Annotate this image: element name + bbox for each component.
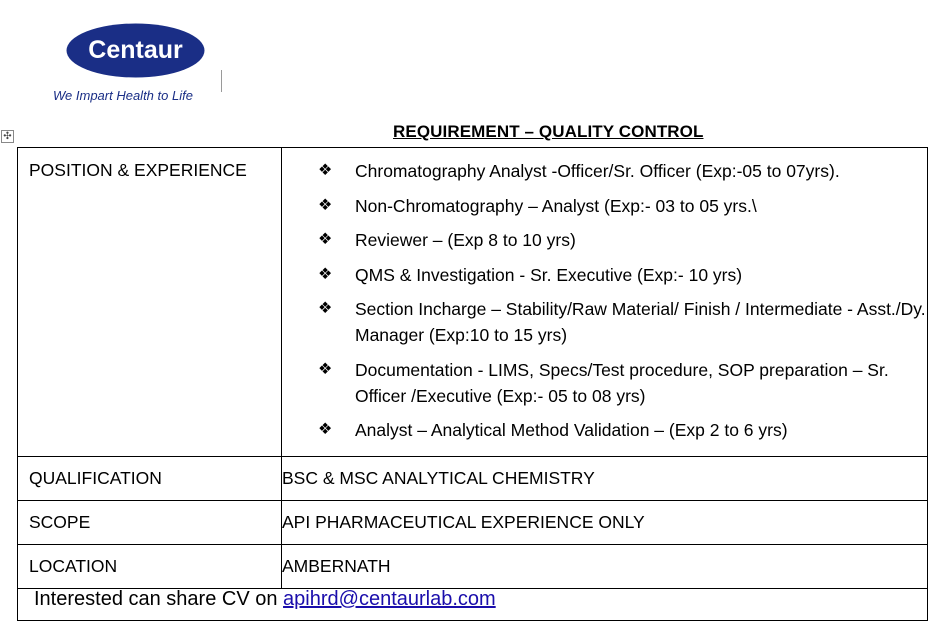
- list-item: [282, 158, 927, 184]
- position-label: POSITION & EXPERIENCE: [18, 148, 282, 457]
- list-item: [282, 227, 927, 253]
- diamond-bullet-icon: ❖: [318, 360, 333, 378]
- location-value: AMBERNATH: [282, 545, 928, 589]
- list-item: [282, 357, 927, 409]
- list-item: [282, 193, 927, 219]
- list-item: [282, 262, 927, 288]
- qualification-label: QUALIFICATION: [18, 457, 282, 501]
- share-cv-prefix: Interested can share CV on: [34, 588, 284, 610]
- centaur-logo: [66, 23, 205, 78]
- email-link[interactable]: apihrd@centaurlab.com: [283, 588, 496, 610]
- requirements-table: [17, 147, 928, 589]
- position-text: Analyst – Analytical Method Validation – (Exp 2 to 6 yrs): [355, 420, 788, 440]
- position-text: Reviewer – (Exp 8 to 10 yrs): [355, 230, 576, 250]
- position-text: Documentation - LIMS, Specs/Test procedure, SOP preparation – Sr. Officer /Executive (Exp:- 05 to 08 yrs): [355, 359, 889, 406]
- table-move-handle-icon[interactable]: ✣: [1, 130, 14, 143]
- diamond-bullet-icon: ❖: [318, 162, 333, 179]
- qualification-value: BSC & MSC ANALYTICAL CHEMISTRY: [282, 457, 928, 501]
- list-item: [282, 417, 927, 443]
- diamond-bullet-icon: ❖: [318, 265, 333, 283]
- table-row: [18, 457, 928, 501]
- diamond-bullet-icon: ❖: [318, 421, 333, 438]
- position-text: Chromatography Analyst -Officer/Sr. Officer (Exp:-05 to 07yrs).: [355, 161, 840, 181]
- positions-list: [282, 148, 927, 443]
- position-text: Non-Chromatography – Analyst (Exp:- 03 to 05 yrs.\: [355, 195, 757, 216]
- table-row: [18, 501, 928, 545]
- location-label: LOCATION: [18, 545, 282, 589]
- share-cv-row: [17, 577, 928, 621]
- diamond-bullet-icon: ❖: [318, 300, 333, 317]
- list-item: [282, 296, 927, 348]
- share-cv-text: [34, 588, 496, 611]
- position-text: QMS & Investigation - Sr. Executive (Exp:- 10 yrs): [355, 264, 743, 285]
- logo-wordmark: Centaur: [88, 36, 183, 64]
- scope-label: SCOPE: [18, 501, 282, 545]
- diamond-bullet-icon: ❖: [318, 231, 333, 248]
- text-cursor: [221, 70, 222, 92]
- scope-value: API PHARMACEUTICAL EXPERIENCE ONLY: [282, 501, 928, 545]
- table-row: [18, 148, 928, 457]
- logo-tagline: We Impart Health to Life: [53, 88, 193, 103]
- position-cell: [282, 148, 928, 457]
- page-heading: REQUIREMENT – QUALITY CONTROL: [393, 122, 704, 141]
- diamond-bullet-icon: ❖: [318, 196, 333, 214]
- position-text: Section Incharge – Stability/Raw Material/ Finish / Intermediate - Asst./Dy. Manager (Exp:10 to 15 yrs): [355, 299, 926, 345]
